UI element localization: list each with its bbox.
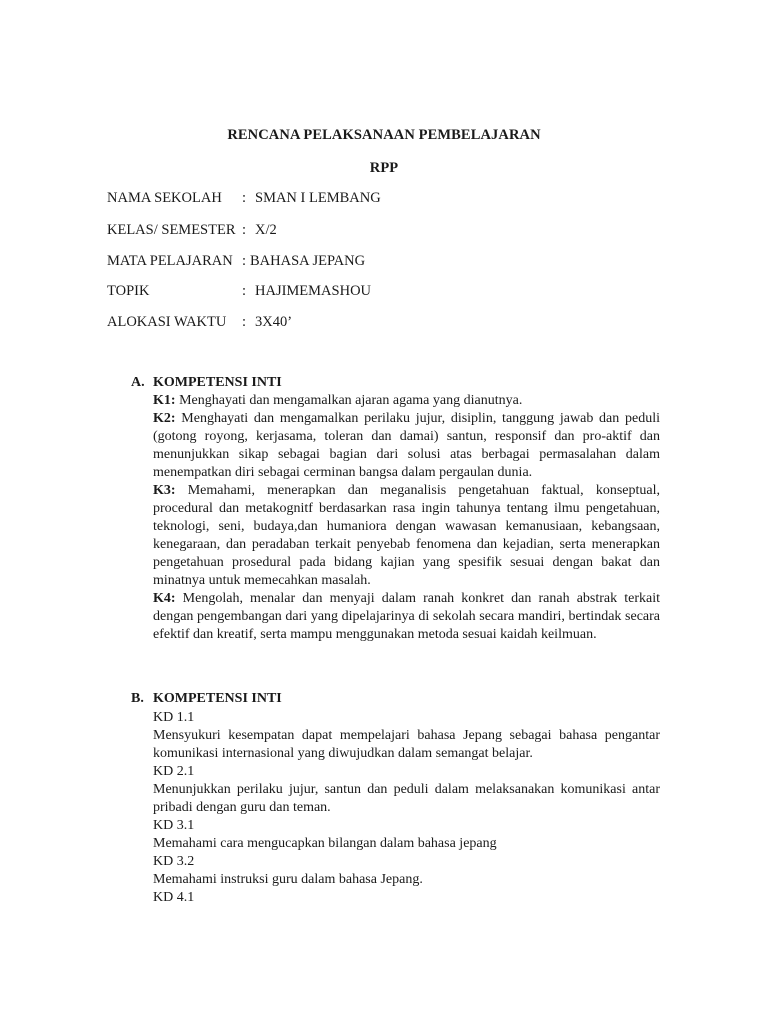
info-label: ALOKASI WAKTU [107, 314, 227, 330]
competence-k4 [153, 590, 660, 644]
kd-code: KD 3.2 [153, 854, 195, 869]
section-b-letter: B. [131, 691, 144, 706]
section-a-body [153, 392, 660, 644]
info-label: MATA PELAJARAN [107, 253, 233, 269]
info-colon: : [242, 314, 247, 330]
competence-code: K1: [153, 393, 176, 408]
kd-code: KD 2.1 [153, 764, 195, 779]
competence-k3 [153, 482, 660, 590]
document-subtitle: RPP [369, 160, 399, 176]
competence-text: Menghayati dan mengamalkan ajaran agama yang dianutnya. [175, 393, 523, 408]
info-value: 3X40’ [255, 314, 293, 330]
competence-k1 [153, 392, 660, 410]
section-a-heading [131, 375, 282, 391]
competence-text: Mengolah, menalar dan menyaji dalam ranah konkret dan ranah abstrak terkait dengan pengembangan dari yang dipelajarinya di sekolah secara mandiri, bertindak secara efektif dan kreatif, serta mampu menggunakan metoda sesuai kaidah keilmuan. [153, 591, 660, 642]
competence-k2 [153, 410, 660, 482]
info-value: SMAN I LEMBANG [255, 190, 381, 206]
section-a-title: KOMPETENSI INTI [153, 375, 282, 390]
info-colon: : [242, 283, 247, 299]
kd-code: KD 3.1 [153, 818, 195, 833]
section-b-body [153, 709, 660, 907]
info-value: HAJIMEMASHOU [255, 283, 372, 299]
kd-code: KD 4.1 [153, 890, 195, 905]
section-b-heading [131, 691, 282, 707]
info-colon: : [242, 253, 247, 269]
kd-text: Menunjukkan perilaku jujur, santun dan peduli dalam melaksanakan komunikasi antar pribadi dengan guru dan teman. [153, 782, 660, 815]
competence-code: K4: [153, 591, 176, 606]
kd-text: Memahami cara mengucapkan bilangan dalam bahasa jepang [153, 836, 497, 851]
info-label: NAMA SEKOLAH [107, 190, 222, 206]
info-label: KELAS/ SEMESTER [107, 222, 236, 238]
info-label: TOPIK [107, 283, 150, 299]
competence-code: K3: [153, 483, 176, 498]
competence-text: Menghayati dan mengamalkan perilaku jujur, disiplin, tanggung jawab dan peduli (gotong royong, kerjasama, toleran dan damai) santun, responsif dan pro-aktif dan menunjukkan sikap sebagai bagian dari solusi atas berbagai permasalahan dalam menempatkan diri sebagai cerminan bangsa dalam pergaulan dunia. [153, 411, 660, 480]
kd-text: Memahami instruksi guru dalam bahasa Jepang. [153, 872, 423, 887]
document-title: RENCANA PELAKSANAAN PEMBELAJARAN [227, 127, 541, 143]
info-colon: : [242, 190, 247, 206]
kd-text: Mensyukuri kesempatan dapat mempelajari bahasa Jepang sebagai bahasa pengantar komunikasi internasional yang diwujudkan dalam semangat belajar. [153, 728, 660, 761]
competence-code: K2: [153, 411, 176, 426]
competence-text: Memahami, menerapkan dan meganalisis pengetahuan faktual, konseptual, procedural dan metakognitf berdasarkan rasa ingin tahunya tentang ilmu pengetahuan, teknologi, seni, budaya,dan humaniora dengan wawasan kemanusiaan, kebangsaan, kenegaraan, dan peradaban terkait penyebab fenomena dan kejadian, serta menerapkan pengetahuan prosedural pada bidang kajian yang spesifik sesuai dengan bakat dan minatnya untuk memecahkan masalah. [153, 483, 660, 588]
section-a-letter: A. [131, 375, 145, 390]
section-b-title: KOMPETENSI INTI [153, 691, 282, 706]
info-value: X/2 [255, 222, 277, 238]
info-value: BAHASA JEPANG [250, 253, 366, 269]
info-colon: : [242, 222, 247, 238]
kd-code: KD 1.1 [153, 710, 195, 725]
